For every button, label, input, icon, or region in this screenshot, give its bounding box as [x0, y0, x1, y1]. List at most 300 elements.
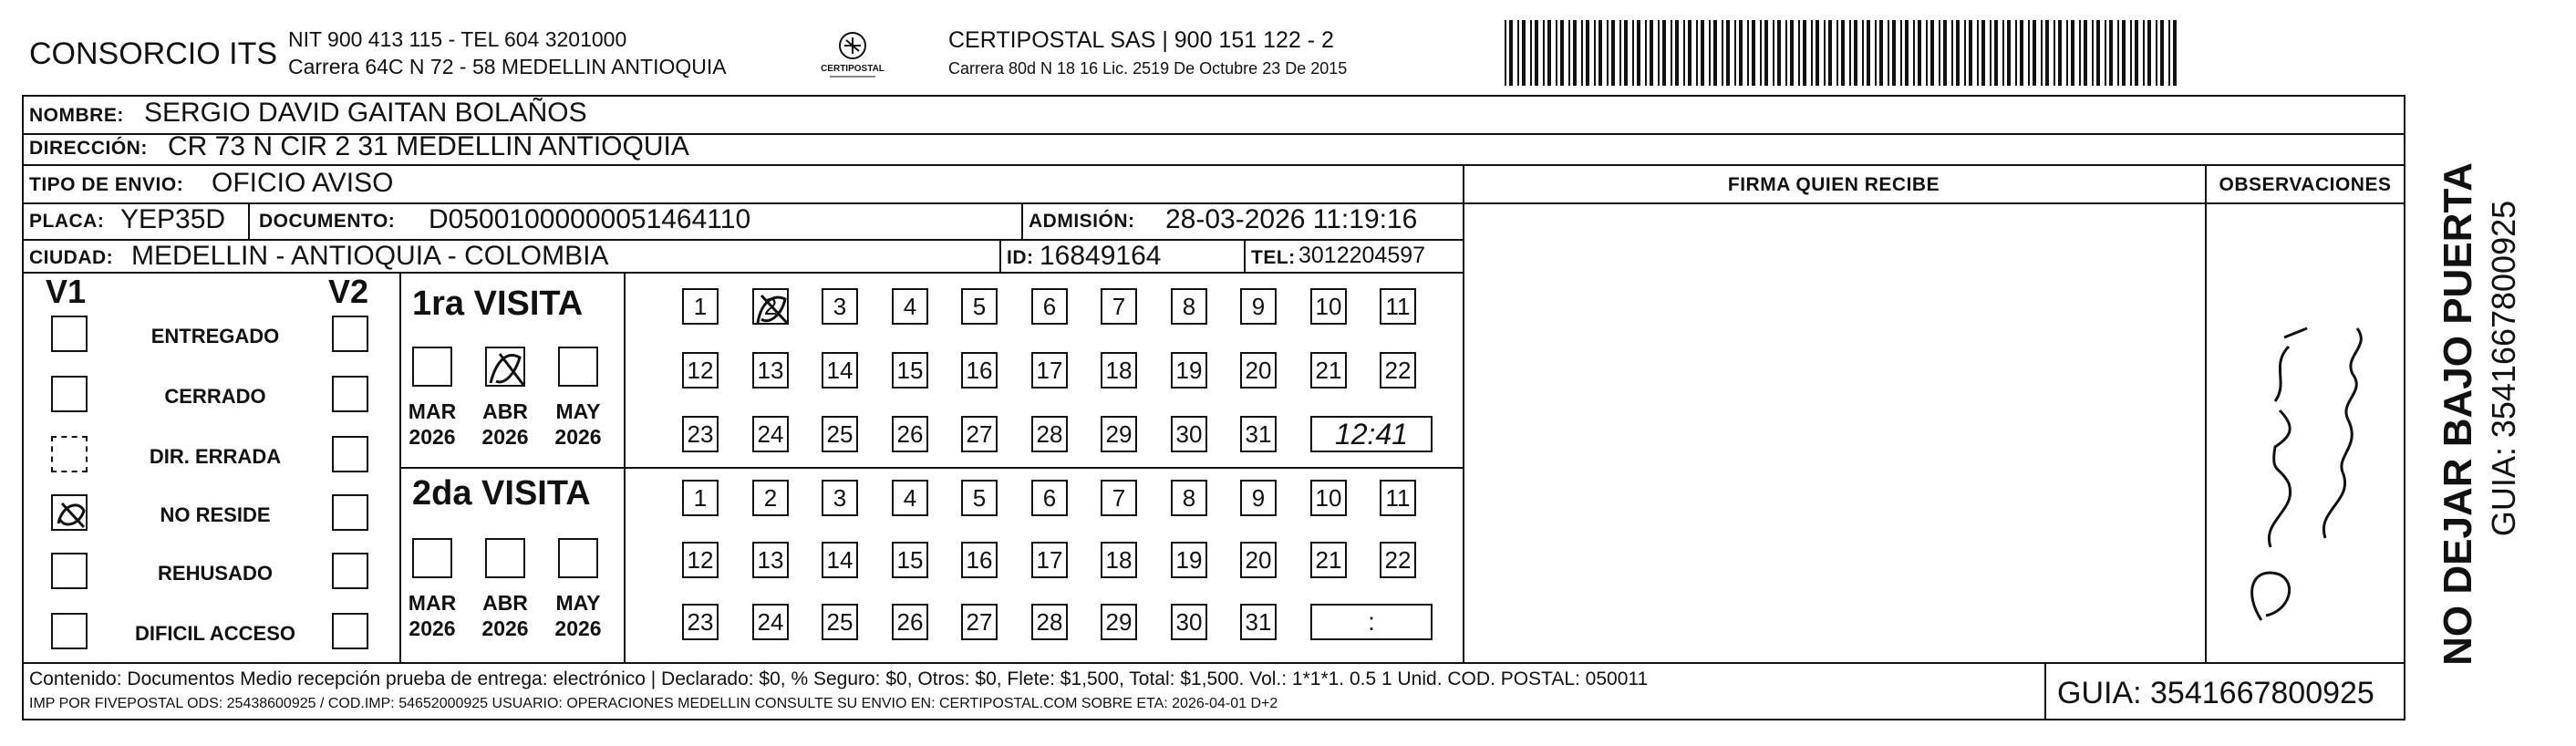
visit1-day-1[interactable]: [682, 288, 719, 325]
visit1-day-31[interactable]: [1240, 416, 1277, 452]
visit2-day-2[interactable]: [752, 480, 789, 516]
visit1-month-checkbox-2[interactable]: [558, 347, 598, 387]
visit1-day-12[interactable]: [682, 352, 719, 389]
company-address: Carrera 64C N 72 - 58 MEDELLIN ANTIOQUIA: [288, 55, 727, 78]
day-number: 21: [1315, 356, 1342, 384]
month-year: 2026: [409, 424, 456, 449]
day-number: 5: [972, 483, 987, 512]
status-label-5: DIFICIL ACCESO: [134, 622, 295, 645]
day-number: 18: [1105, 545, 1133, 574]
barcode-bar: [1964, 20, 1966, 86]
visit2-day-27[interactable]: [961, 604, 998, 640]
footer-contenido: Contenido: Documentos Medio recepción prueba de entrega: electrónico | Declarado: $0, % Seguro: $0, Otros: $0, Flete: $1,500, Total: $1,500. Vol.: 1*1*1. 0.5 1 Unid. COD. POSTAL: 050011: [29, 668, 1649, 689]
visit2-day-17[interactable]: [1031, 542, 1068, 578]
visit2-day-1[interactable]: [682, 480, 719, 516]
barcode-bar: [2020, 20, 2023, 86]
barcode-bar: [2168, 20, 2170, 86]
day-number: 26: [896, 607, 924, 636]
visit1-day-28[interactable]: [1031, 416, 1068, 452]
barcode-bar: [1607, 20, 1609, 86]
barcode-bar: [1543, 20, 1545, 86]
barcode-bar: [1981, 20, 1985, 86]
visit1-day-7[interactable]: [1101, 288, 1137, 325]
barcode-bar: [1930, 20, 1934, 86]
v1-checkbox-2[interactable]: [51, 436, 88, 472]
barcode-bar: [1722, 20, 1723, 86]
visit2-month-label-0: [396, 591, 469, 641]
visit2-day-3[interactable]: [822, 480, 858, 516]
barcode-bar: [2109, 20, 2113, 86]
day-number: 15: [896, 545, 924, 574]
barcode-bar: [1522, 20, 1526, 86]
status-label-4: REHUSADO: [158, 562, 273, 585]
visita-1-title: 1ra VISITA: [412, 285, 584, 323]
tipo-envio-label: TIPO DE ENVIO:: [29, 174, 184, 195]
barcode-bar: [1956, 20, 1960, 86]
barcode-bar: [1688, 20, 1691, 86]
day-number: 26: [896, 420, 924, 448]
day-number: 14: [826, 356, 853, 384]
barcode-bar: [1849, 20, 1851, 86]
barcode-bar: [1816, 20, 1819, 86]
barcode-bar: [1943, 20, 1947, 86]
visit1-day-18[interactable]: [1101, 352, 1137, 389]
barcode-bar: [2028, 20, 2030, 86]
barcode-bar: [1637, 20, 1640, 86]
v2-checkbox-5[interactable]: [332, 613, 368, 649]
v1-checkbox-1[interactable]: [51, 376, 88, 412]
month-name: ABR: [482, 591, 528, 615]
barcode-bar: [1854, 20, 1857, 86]
barcode-bar: [1951, 20, 1953, 86]
visit1-day-15[interactable]: [892, 352, 928, 389]
visit1-day-27[interactable]: [961, 416, 998, 452]
barcode-bar: [1701, 20, 1704, 86]
day-number: 17: [1036, 356, 1063, 384]
v2-checkbox-4[interactable]: [332, 553, 368, 589]
day-number: 4: [903, 483, 917, 512]
visit2-day-10[interactable]: [1310, 480, 1347, 516]
barcode-bar: [1841, 20, 1845, 86]
barcode-bar: [1709, 20, 1711, 86]
barcode-bar: [1696, 20, 1698, 86]
visit1-day-9[interactable]: [1240, 288, 1277, 325]
visit2-day-12[interactable]: [682, 542, 719, 578]
visit1-day-16[interactable]: [961, 352, 998, 389]
day-number: 5: [972, 292, 987, 320]
barcode-bar: [1828, 20, 1832, 86]
documento-label: DOCUMENTO:: [259, 211, 396, 232]
visit2-day-23[interactable]: [682, 604, 719, 640]
barcode-bar: [2002, 20, 2004, 86]
day-number: 29: [1105, 607, 1133, 636]
barcode-bar: [2105, 20, 2106, 86]
barcode-bar: [1994, 20, 1998, 86]
barcode-bar: [1505, 20, 1506, 86]
barcode-bar: [2143, 20, 2145, 86]
direccion-label: DIRECCIÓN:: [29, 138, 148, 159]
observaciones-header: OBSERVACIONES: [2219, 174, 2392, 195]
day-number: 9: [1251, 292, 1266, 320]
barcode-bar: [1713, 20, 1717, 86]
day-number: 1: [693, 483, 708, 512]
company-nit: NIT 900 413 115 - TEL 604 3201000: [288, 27, 627, 51]
visit2-day-7[interactable]: [1101, 480, 1137, 516]
barcode-bar: [1773, 20, 1774, 86]
barcode-bar: [1547, 20, 1551, 86]
visit-time: :: [1368, 607, 1375, 636]
barcode-bar: [1926, 20, 1928, 86]
barcode-bar: [1611, 20, 1615, 86]
day-number: 16: [966, 356, 993, 384]
barcode-bar: [2066, 20, 2068, 86]
direccion-value: CR 73 N CIR 2 31 MEDELLIN ANTIOQUIA: [168, 131, 689, 161]
visit1-day-24[interactable]: [752, 416, 789, 452]
visit2-time-box[interactable]: [1310, 604, 1433, 640]
month-name: MAY: [555, 399, 601, 423]
day-number: 23: [687, 607, 714, 636]
barcode-bar: [2122, 20, 2126, 86]
barcode-bar: [1650, 20, 1653, 86]
nombre-value: SERGIO DAVID GAITAN BOLAÑOS: [144, 98, 587, 128]
barcode-bar: [1747, 20, 1749, 86]
visit1-day-13[interactable]: [752, 352, 789, 389]
observaciones-handwriting: [2234, 301, 2380, 648]
visit2-day-15[interactable]: [892, 542, 928, 578]
barcode-bar: [1573, 20, 1577, 86]
day-number: 7: [1112, 483, 1126, 512]
visit2-day-13[interactable]: [752, 542, 789, 578]
barcode-bar: [2147, 20, 2151, 86]
barcode-bar: [2015, 20, 2017, 86]
id-value: 16849164: [1040, 241, 1162, 271]
v1-checkbox-0[interactable]: [51, 316, 88, 352]
barcode-bar: [1939, 20, 1940, 86]
visit2-day-25[interactable]: [822, 604, 858, 640]
barcode-bar: [1598, 20, 1602, 86]
visita-2-title: 2da VISITA: [412, 474, 591, 513]
v1-checkbox-5[interactable]: [51, 613, 88, 649]
barcode-bar: [1752, 20, 1755, 86]
visit2-month-checkbox-1[interactable]: [485, 538, 525, 578]
barcode-bar: [1560, 20, 1564, 86]
day-number: 14: [826, 545, 853, 574]
barcode-bar: [2054, 20, 2055, 86]
visit1-month-checkbox-1[interactable]: [485, 347, 525, 387]
visit2-day-28[interactable]: [1031, 604, 1068, 640]
day-number: 20: [1245, 545, 1272, 574]
barcode-bar: [2071, 20, 2074, 86]
barcode-bar: [1888, 20, 1889, 86]
visit1-day-8[interactable]: [1171, 288, 1207, 325]
visit2-day-6[interactable]: [1031, 480, 1068, 516]
certipostal-logo: [812, 27, 894, 82]
status-label-2: DIR. ERRADA: [149, 445, 282, 468]
footer-impresion: IMP POR FIVEPOSTAL ODS: 25438600925 / COD.IMP: 54652000925 USUARIO: OPERACIONES MEDELLIN CONSULTE SU ENVIO EN: CERTIPOSTAL.COM SOBRE ETA: 2026-04-01 D+2: [29, 696, 1278, 711]
visit1-month-checkbox-0[interactable]: [412, 347, 452, 387]
visit2-month-checkbox-0[interactable]: [412, 538, 452, 578]
visit2-day-8[interactable]: [1171, 480, 1207, 516]
barcode-bar: [1509, 20, 1513, 86]
barcode-bar: [1913, 20, 1915, 86]
day-number: 12: [687, 356, 714, 384]
day-number: 8: [1182, 483, 1196, 512]
visit2-day-26[interactable]: [892, 604, 928, 640]
placa-value: YEP35D: [120, 204, 226, 234]
barcode-bar: [1632, 20, 1634, 86]
barcode-bar: [1824, 20, 1826, 86]
v1-header: V1: [46, 273, 87, 310]
barcode-bar: [1900, 20, 1902, 86]
v1-check-mark: [53, 496, 89, 533]
month-year: 2026: [409, 616, 456, 640]
day-number: 20: [1245, 356, 1272, 384]
month-year: 2026: [554, 616, 602, 640]
day-number: 31: [1245, 420, 1272, 448]
visit1-day-20[interactable]: [1240, 352, 1277, 389]
day-number: 28: [1036, 420, 1063, 448]
barcode-bar: [2058, 20, 2062, 86]
day-number: 24: [757, 420, 784, 448]
barcode-bar: [2160, 20, 2164, 86]
visit1-day-23[interactable]: [682, 416, 719, 452]
barcode-bar: [1556, 20, 1557, 86]
barcode-bar: [1662, 20, 1666, 86]
barcode-bar: [1977, 20, 1979, 86]
day-number: 10: [1315, 483, 1342, 512]
tel-label: TEL:: [1251, 247, 1296, 268]
day-number: 1: [693, 292, 708, 320]
visit1-day-25[interactable]: [822, 416, 858, 452]
admision-label: ADMISIÓN:: [1029, 211, 1135, 232]
day-number: 13: [757, 356, 784, 384]
id-label: ID:: [1007, 247, 1034, 268]
barcode-bar: [2135, 20, 2138, 86]
ciudad-label: CIUDAD:: [29, 247, 114, 268]
visit2-month-label-1: [469, 591, 542, 641]
barcode-bar: [1517, 20, 1519, 86]
barcode-bar: [1535, 20, 1538, 86]
barcode-bar: [1905, 20, 1909, 86]
barcode-bar: [1803, 20, 1806, 86]
day-number: 16: [966, 545, 993, 574]
visit1-day-29[interactable]: [1101, 416, 1137, 452]
barcode-bar: [1969, 20, 1972, 86]
day-number: 19: [1175, 545, 1203, 574]
month-year: 2026: [554, 424, 602, 449]
barcode-bar: [2084, 20, 2087, 86]
visit2-day-24[interactable]: [752, 604, 789, 640]
day-number: 28: [1036, 607, 1063, 636]
documento-value: D05001000000051464110: [429, 204, 751, 234]
day-number: 15: [896, 356, 924, 384]
visit2-day-22[interactable]: [1380, 542, 1416, 578]
status-label-0: ENTREGADO: [150, 325, 280, 347]
month-year: 2026: [481, 424, 529, 449]
barcode-bar: [1675, 20, 1679, 86]
day-number: 8: [1182, 292, 1196, 320]
v2-checkbox-1[interactable]: [332, 376, 368, 412]
visit2-day-30[interactable]: [1171, 604, 1207, 640]
status-label-3: NO RESIDE: [160, 503, 271, 526]
day-number: 27: [966, 420, 993, 448]
company-name: CONSORCIO ITS: [29, 36, 278, 71]
visit-time: 12:41: [1334, 417, 1409, 451]
day-number: 13: [757, 545, 784, 574]
barcode-bar: [1739, 20, 1743, 86]
barcode-bar: [1867, 20, 1870, 86]
barcode-bar: [1777, 20, 1781, 86]
day-number: 3: [833, 483, 847, 512]
visit2-day-16[interactable]: [961, 542, 998, 578]
barcode-bar: [1990, 20, 1991, 86]
day-number: 3: [833, 292, 847, 320]
day-number: 25: [826, 607, 853, 636]
barcode-bar: [1836, 20, 1838, 86]
day-number: 31: [1245, 607, 1272, 636]
visit2-day-5[interactable]: [961, 480, 998, 516]
month-year: 2026: [481, 616, 529, 640]
month-name: ABR: [482, 399, 528, 423]
barcode-bar: [2173, 20, 2177, 86]
visit1-day-6[interactable]: [1031, 288, 1068, 325]
visit2-day-19[interactable]: [1171, 542, 1207, 578]
day-number: 4: [903, 292, 917, 320]
month-name: MAY: [555, 591, 601, 615]
barcode-bar: [1879, 20, 1883, 86]
barcode-bar: [1619, 20, 1621, 86]
visit1-day-11[interactable]: [1380, 288, 1416, 325]
visit2-day-31[interactable]: [1240, 604, 1277, 640]
barcode-bar: [1798, 20, 1800, 86]
day-number: 23: [687, 420, 714, 448]
day-number: 24: [757, 607, 784, 636]
day-number: 6: [1042, 292, 1057, 320]
visit2-day-11[interactable]: [1380, 480, 1416, 516]
day-number: 2: [763, 483, 778, 512]
barcode-bar: [2007, 20, 2011, 86]
v1-checkbox-3[interactable]: [51, 494, 88, 531]
v2-checkbox-2[interactable]: [332, 436, 368, 472]
v1-checkbox-4[interactable]: [51, 553, 88, 589]
barcode-bar: [1790, 20, 1794, 86]
barcode-bar: [2033, 20, 2036, 86]
barcode-bar: [1671, 20, 1672, 86]
day-number: 19: [1175, 356, 1203, 384]
visit1-day-17[interactable]: [1031, 352, 1068, 389]
visit1-time-box[interactable]: [1310, 416, 1433, 452]
barcode-bar: [1862, 20, 1864, 86]
visit1-day-14[interactable]: [822, 352, 858, 389]
tel-value: 3012204597: [1298, 243, 1426, 268]
day-number: 27: [966, 607, 993, 636]
barcode-bar: [1760, 20, 1762, 86]
barcode-bar: [1734, 20, 1736, 86]
barcode-bar: [2117, 20, 2119, 86]
barcode-bar: [2045, 20, 2049, 86]
day-number: 22: [1384, 356, 1412, 384]
visit1-day-30[interactable]: [1171, 416, 1207, 452]
visit1-day-21[interactable]: [1310, 352, 1347, 389]
barcode-bar: [2041, 20, 2043, 86]
visit1-month-label-0: [396, 399, 469, 450]
barcode-bar: [2079, 20, 2081, 86]
barcode-bar: [1645, 20, 1647, 86]
placa-label: PLACA:: [29, 211, 105, 232]
day-number: 22: [1384, 545, 1412, 574]
visit2-day-4[interactable]: [892, 480, 928, 516]
day-number: 30: [1175, 420, 1203, 448]
month-name: MAR: [408, 591, 457, 615]
visit1-day-3[interactable]: [822, 288, 858, 325]
visit2-day-21[interactable]: [1310, 542, 1347, 578]
barcode-bar: [1726, 20, 1730, 86]
day-number: 12: [687, 545, 714, 574]
day-number: 21: [1315, 545, 1342, 574]
day-number: 10: [1315, 292, 1342, 320]
visit1-day-26[interactable]: [892, 416, 928, 452]
barcode-bar: [1764, 20, 1768, 86]
visit1-day-5[interactable]: [961, 288, 998, 325]
side-warning: NO DEJAR BAJO PUERTA: [2436, 162, 2480, 666]
day-number: 11: [1385, 292, 1411, 320]
day-number: 29: [1105, 420, 1133, 448]
visit2-day-9[interactable]: [1240, 480, 1277, 516]
footer-guia: GUIA: 3541667800925: [2057, 676, 2374, 710]
visit1-day-4[interactable]: [892, 288, 928, 325]
barcode-bar: [1594, 20, 1596, 86]
visit2-day-20[interactable]: [1240, 542, 1277, 578]
barcode-bar: [1811, 20, 1813, 86]
visit2-day-14[interactable]: [822, 542, 858, 578]
svg-text:CERTIPOSTAL: CERTIPOSTAL: [821, 64, 885, 74]
day-number: 17: [1036, 545, 1063, 574]
visit1-month-label-1: [469, 399, 542, 450]
admision-value: 28-03-2026 11:19:16: [1165, 204, 1418, 234]
visit2-month-checkbox-2[interactable]: [558, 538, 598, 578]
barcode-bar: [1918, 20, 1921, 86]
firma-header: FIRMA QUIEN RECIBE: [1727, 174, 1940, 195]
day-number: 30: [1175, 607, 1203, 636]
day-number: 6: [1042, 483, 1057, 512]
visit1-day-22[interactable]: [1380, 352, 1416, 389]
barcode: [1505, 20, 2181, 86]
tipo-envio-value: OFICIO AVISO: [212, 168, 394, 198]
v2-checkbox-0[interactable]: [332, 316, 368, 352]
barcode-bar: [2096, 20, 2100, 86]
barcode-bar: [1875, 20, 1877, 86]
visit2-month-label-2: [542, 591, 615, 641]
nombre-label: NOMBRE:: [29, 105, 124, 126]
barcode-bar: [1530, 20, 1532, 86]
visit1-day-10[interactable]: [1310, 288, 1347, 325]
ciudad-value: MEDELLIN - ANTIOQUIA - COLOMBIA: [131, 241, 609, 271]
carrier-address: Carrera 80d N 18 16 Lic. 2519 De Octubre 23 De 2015: [948, 59, 1348, 78]
v2-checkbox-3[interactable]: [332, 494, 368, 531]
day-number: 7: [1112, 292, 1126, 320]
visit2-day-18[interactable]: [1101, 542, 1137, 578]
v2-header: V2: [328, 273, 369, 310]
visit1-day-19[interactable]: [1171, 352, 1207, 389]
month-name: MAR: [408, 399, 457, 423]
barcode-bar: [1586, 20, 1589, 86]
visit1-day-2[interactable]: [752, 288, 789, 325]
barcode-bar: [1624, 20, 1628, 86]
visit2-day-29[interactable]: [1101, 604, 1137, 640]
carrier-name: CERTIPOSTAL SAS | 900 151 122 - 2: [948, 27, 1334, 53]
day-number: 18: [1105, 356, 1133, 384]
barcode-bar: [2092, 20, 2094, 86]
